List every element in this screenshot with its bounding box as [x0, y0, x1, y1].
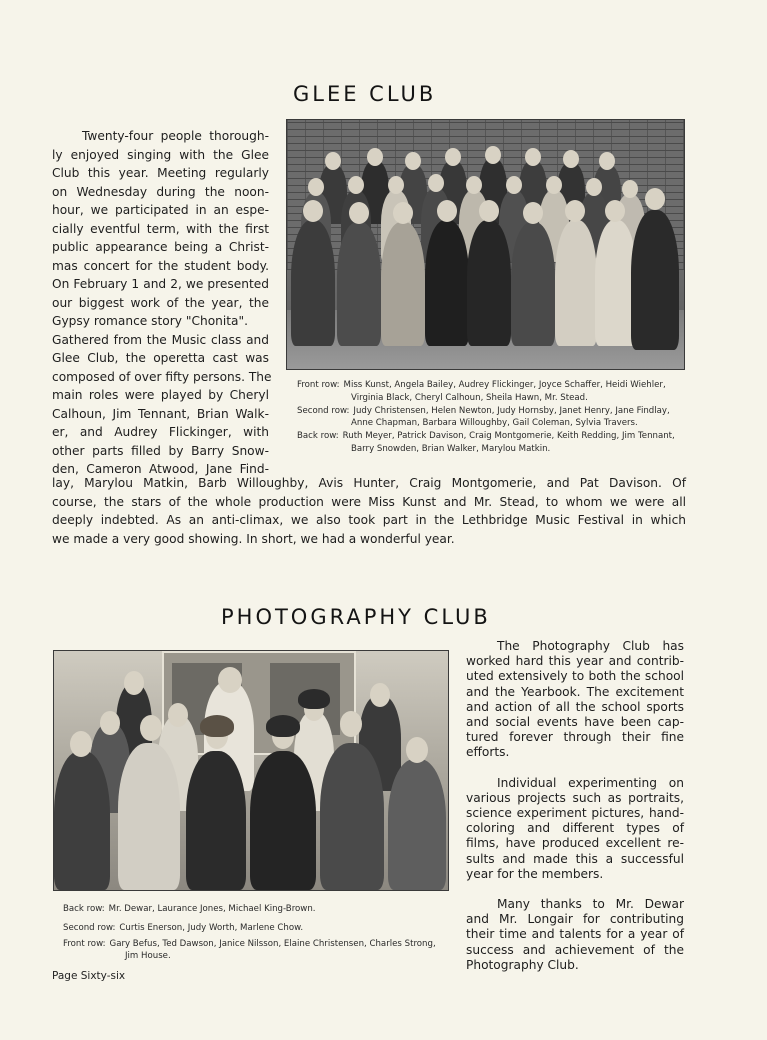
face	[622, 180, 638, 198]
face	[428, 174, 444, 192]
photo-line: uted extensively to both the school	[466, 669, 684, 684]
face	[349, 202, 369, 224]
face	[406, 737, 428, 763]
caption-back-row	[297, 430, 677, 456]
caption-second-row	[63, 919, 443, 938]
face	[218, 667, 242, 693]
figure	[54, 751, 110, 890]
caption-label: Front row:	[297, 380, 340, 390]
glee-intro-line: Glee Club, the operetta cast was	[52, 351, 269, 365]
caption-front-row	[63, 938, 443, 962]
photo-line: their time and talents for a year of	[466, 927, 684, 942]
photo-line: Individual experimenting on	[497, 775, 684, 790]
photo-line: and the Yearbook. The excitement	[466, 684, 684, 699]
photo-para-3	[466, 897, 684, 973]
face	[599, 152, 615, 170]
hair	[266, 715, 300, 737]
glee-club-photo	[286, 119, 685, 370]
caption-names: Ruth Meyer, Patrick Davison, Craig Montgomerie, Keith Redding, Jim Tennant, Barry Snowden, Brian Walker, Marylou Matkin.	[342, 431, 675, 454]
glee-club-title: GLEE CLUB	[293, 82, 437, 106]
face	[405, 152, 421, 170]
face	[393, 202, 413, 224]
face	[100, 711, 120, 735]
caption-names: Curtis Enerson, Judy Worth, Marlene Chow.	[119, 923, 304, 933]
figure	[425, 220, 469, 346]
photography-club-text	[466, 639, 684, 973]
figure	[467, 220, 511, 346]
caption-names: Gary Befus, Ted Dawson, Janice Nilsson, Elaine Christensen, Charles Strong, Jim House.	[109, 939, 436, 961]
page-number: Page Sixty-six	[52, 970, 126, 982]
glee-continued-line: lay, Marylou Matkin, Barb Willoughby, Avis Hunter, Craig Montgomerie, and Pat Davison. Of	[52, 476, 686, 490]
glee-continued-line: deeply indebted. As an anti-climax, we also took part in the Lethbridge Music Festival in which	[52, 513, 686, 527]
figure	[555, 220, 597, 346]
face	[348, 176, 364, 194]
caption-names: Miss Kunst, Angela Bailey, Audrey Flickinger, Joyce Schaffer, Heidi Wiehler, Virginia Black, Cheryl Calhoun, Sheila Hawn, Mr. Stead.	[343, 380, 666, 403]
face	[479, 200, 499, 222]
photo-line: tured forever through their fine	[466, 730, 684, 745]
glee-intro-line: Gathered from the Music class and	[52, 332, 269, 347]
face	[388, 176, 404, 194]
glee-intro-line: our biggest work of the year, the	[52, 295, 269, 310]
photo-line: The Photography Club has	[497, 639, 684, 653]
caption-front-row	[297, 379, 677, 405]
glee-intro-line: er, and Audrey Flickinger, with	[52, 425, 269, 439]
glee-intro-line: hour, we participated in an espe-	[52, 203, 269, 217]
glee-intro-line: Gypsy romance story "Chonita".	[52, 314, 248, 328]
figure	[337, 222, 381, 346]
figure	[381, 222, 425, 346]
glee-intro-line: cially eventful term, with the first	[52, 221, 269, 236]
figure	[118, 743, 180, 890]
photo-line: and action of all the school sports	[466, 699, 684, 714]
face	[546, 176, 562, 194]
face	[525, 148, 541, 166]
face	[370, 683, 390, 707]
face	[563, 150, 579, 168]
photography-club-caption	[63, 900, 443, 962]
glee-intro-line: Club this year. Meeting regularly	[52, 166, 269, 180]
caption-label: Back row:	[63, 904, 105, 914]
photo-line: success and achievement of the	[466, 942, 684, 957]
photo-line: sults and made this a successful	[466, 851, 684, 866]
glee-intro-line: den, Cameron Atwood, Jane Find-	[52, 462, 269, 476]
photo-line: various projects such as portraits,	[466, 790, 684, 805]
photo-line: Many thanks to Mr. Dewar	[497, 897, 684, 912]
face	[565, 200, 585, 222]
face	[340, 711, 362, 737]
hair	[298, 689, 330, 709]
glee-continued-line: course, the stars of the whole production were Miss Kunst and Mr. Stead, to whom we were all	[52, 494, 686, 509]
figure	[631, 210, 679, 350]
photo-para-2	[466, 776, 684, 882]
face	[445, 148, 461, 166]
glee-continued-line: we made a very good showing. In short, we had a wonderful year.	[52, 531, 455, 546]
face	[325, 152, 341, 170]
face	[586, 178, 602, 196]
face	[70, 731, 92, 757]
caption-names: Mr. Dewar, Laurance Jones, Michael King-Brown.	[108, 904, 316, 914]
glee-intro-line: On February 1 and 2, we presented	[52, 277, 269, 291]
face	[605, 200, 625, 222]
face	[367, 148, 383, 166]
figure	[320, 743, 384, 890]
figure	[291, 220, 335, 346]
face	[124, 671, 144, 695]
photo-line: coloring and different types of	[466, 821, 684, 836]
glee-intro-line: mas concert for the student body.	[52, 258, 269, 273]
glee-intro-line: main roles were played by Cheryl	[52, 388, 269, 402]
face	[308, 178, 324, 196]
figure	[186, 751, 246, 890]
caption-label: Second row:	[297, 405, 350, 416]
face	[485, 146, 501, 164]
glee-club-caption	[297, 379, 677, 456]
photo-line: efforts.	[466, 745, 510, 760]
hair	[200, 715, 234, 737]
glee-club-intro	[52, 127, 272, 479]
photography-club-photo	[53, 650, 449, 891]
caption-label: Second row:	[63, 923, 116, 933]
photography-club-title: PHOTOGRAPHY CLUB	[221, 605, 491, 629]
glee-intro-line: composed of over fifty persons. The	[52, 369, 272, 384]
photo-line: Photography Club.	[466, 957, 579, 972]
photo-line: and social events have been cap-	[466, 715, 684, 730]
caption-names: Judy Christensen, Helen Newton, Judy Hornsby, Janet Henry, Jane Findlay, Anne Chapman, Barbara Willoughby, Gail Coleman, Sylvia Travers.	[351, 405, 670, 429]
glee-club-continued	[52, 474, 686, 548]
figure	[250, 751, 316, 890]
figure	[388, 759, 446, 890]
face	[437, 200, 457, 222]
photo-para-1	[466, 639, 684, 761]
figure	[511, 222, 555, 346]
caption-second-row	[297, 405, 677, 431]
photo-line: year for the members.	[466, 866, 604, 881]
face	[645, 188, 665, 210]
glee-intro-line: Calhoun, Jim Tennant, Brian Walk-	[52, 406, 269, 421]
glee-intro-line: ly enjoyed singing with the Glee	[52, 147, 269, 162]
glee-intro-line: Twenty-four people thorough-	[82, 129, 269, 143]
photo-line: science experiment pictures, hand-	[466, 806, 684, 821]
caption-label: Front row:	[63, 939, 106, 949]
face	[140, 715, 162, 741]
glee-intro-line: other parts filled by Barry Snow-	[52, 443, 269, 458]
face	[506, 176, 522, 194]
glee-intro-line: on Wednesday during the noon-	[52, 184, 269, 199]
caption-back-row	[63, 900, 443, 919]
caption-label: Back row:	[297, 431, 339, 442]
photo-line: films, have produced excellent re-	[466, 836, 684, 851]
face	[523, 202, 543, 224]
glee-intro-line: public appearance being a Christ-	[52, 240, 269, 254]
face	[168, 703, 188, 727]
face	[466, 176, 482, 194]
face	[303, 200, 323, 222]
photo-line: and Mr. Longair for contributing	[466, 912, 684, 927]
photo-line: worked hard this year and contrib-	[466, 654, 684, 669]
